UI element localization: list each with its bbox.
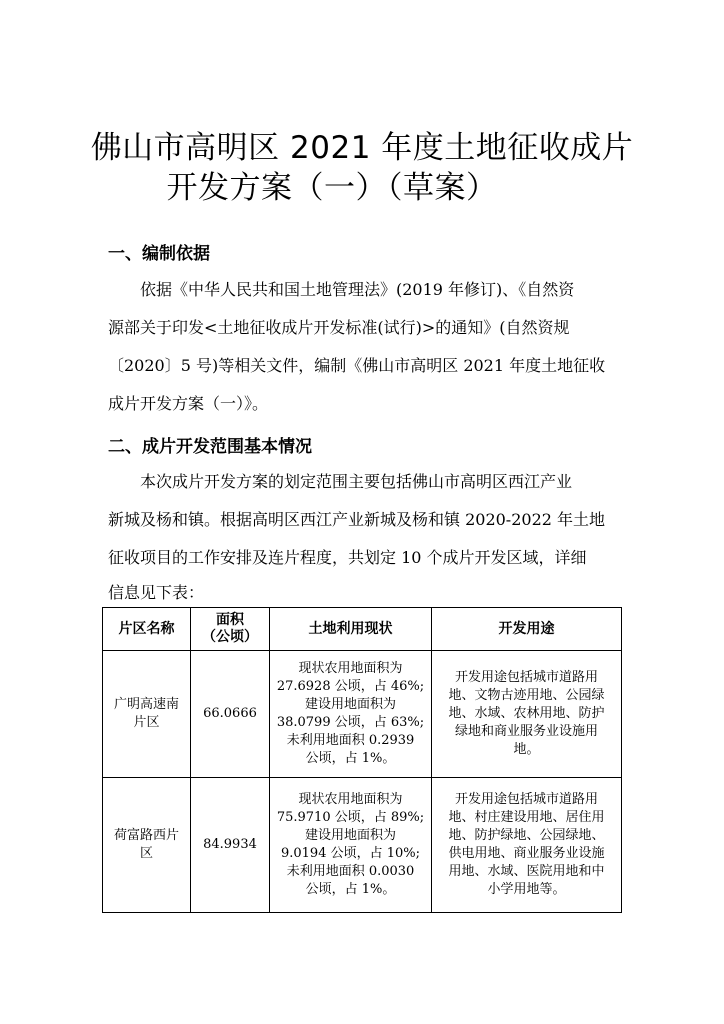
cell-development-use: 开发用途包括城市道路用 地、村庄建设用地、居住用 地、防护绿地、公园绿地、 供电用地、商业服务业设施 用地、水域、医院用地和中 小学用地等。 bbox=[432, 778, 622, 913]
section1-line: 源部关于印发<土地征收成片开发标准(试行)>的通知》(自然资规 bbox=[108, 318, 570, 337]
section2-line: 信息见下表： bbox=[108, 583, 205, 602]
cell-area-size: 66.0666 bbox=[191, 651, 270, 778]
header-area-size: 面积 （公顷） bbox=[191, 608, 270, 651]
table-header-row bbox=[103, 608, 622, 651]
section2-line: 新城及杨和镇。根据高明区西江产业新城及杨和镇 2020-2022 年土地 bbox=[108, 510, 606, 529]
section1-heading: 一、编制依据 bbox=[108, 244, 210, 264]
section1-line: 依据《中华人民共和国土地管理法》(2019 年修订)、《自然资 bbox=[108, 280, 575, 299]
section2-line: 征收项目的工作安排及连片程度，共划定 10 个成片开发区域，详细 bbox=[108, 548, 587, 567]
section1-line: 成片开发方案（一）》。 bbox=[108, 394, 269, 413]
cell-area-name: 广明高速南 片区 bbox=[103, 651, 191, 778]
header-land-status: 土地利用现状 bbox=[270, 608, 432, 651]
header-area-name: 片区名称 bbox=[103, 608, 191, 651]
cell-development-use: 开发用途包括城市道路用 地、文物古迹用地、公园绿 地、水域、农林用地、防护 绿地和商业服务业设施用 地。 bbox=[432, 651, 622, 778]
header-development-use: 开发用途 bbox=[432, 608, 622, 651]
section1-line: 〔2020〕5 号)等相关文件，编制《佛山市高明区 2021 年度土地征收 bbox=[108, 356, 606, 375]
document-title-line2: 开发方案（一）（草案） bbox=[166, 170, 498, 206]
cell-area-size: 84.9934 bbox=[191, 778, 270, 913]
cell-land-status: 现状农用地面积为 75.9710 公顷，占 89%; 建设用地面积为 9.0194 公顷，占 10%; 未利用地面积 0.0030 公顷，占 1%。 bbox=[270, 778, 432, 913]
document-title-line1: 佛山市高明区 2021 年度土地征收成片 bbox=[90, 130, 634, 166]
section2-line: 本次成片开发方案的划定范围主要包括佛山市高明区西江产业 bbox=[108, 472, 573, 491]
table-row bbox=[103, 778, 622, 913]
section2-heading: 二、成片开发范围基本情况 bbox=[108, 437, 312, 457]
development-area-table bbox=[102, 607, 622, 913]
table-row bbox=[103, 651, 622, 778]
cell-land-status: 现状农用地面积为 27.6928 公顷，占 46%; 建设用地面积为 38.0799 公顷，占 63%; 未利用地面积 0.2939 公顷，占 1%。 bbox=[270, 651, 432, 778]
cell-area-name: 荷富路西片 区 bbox=[103, 778, 191, 913]
